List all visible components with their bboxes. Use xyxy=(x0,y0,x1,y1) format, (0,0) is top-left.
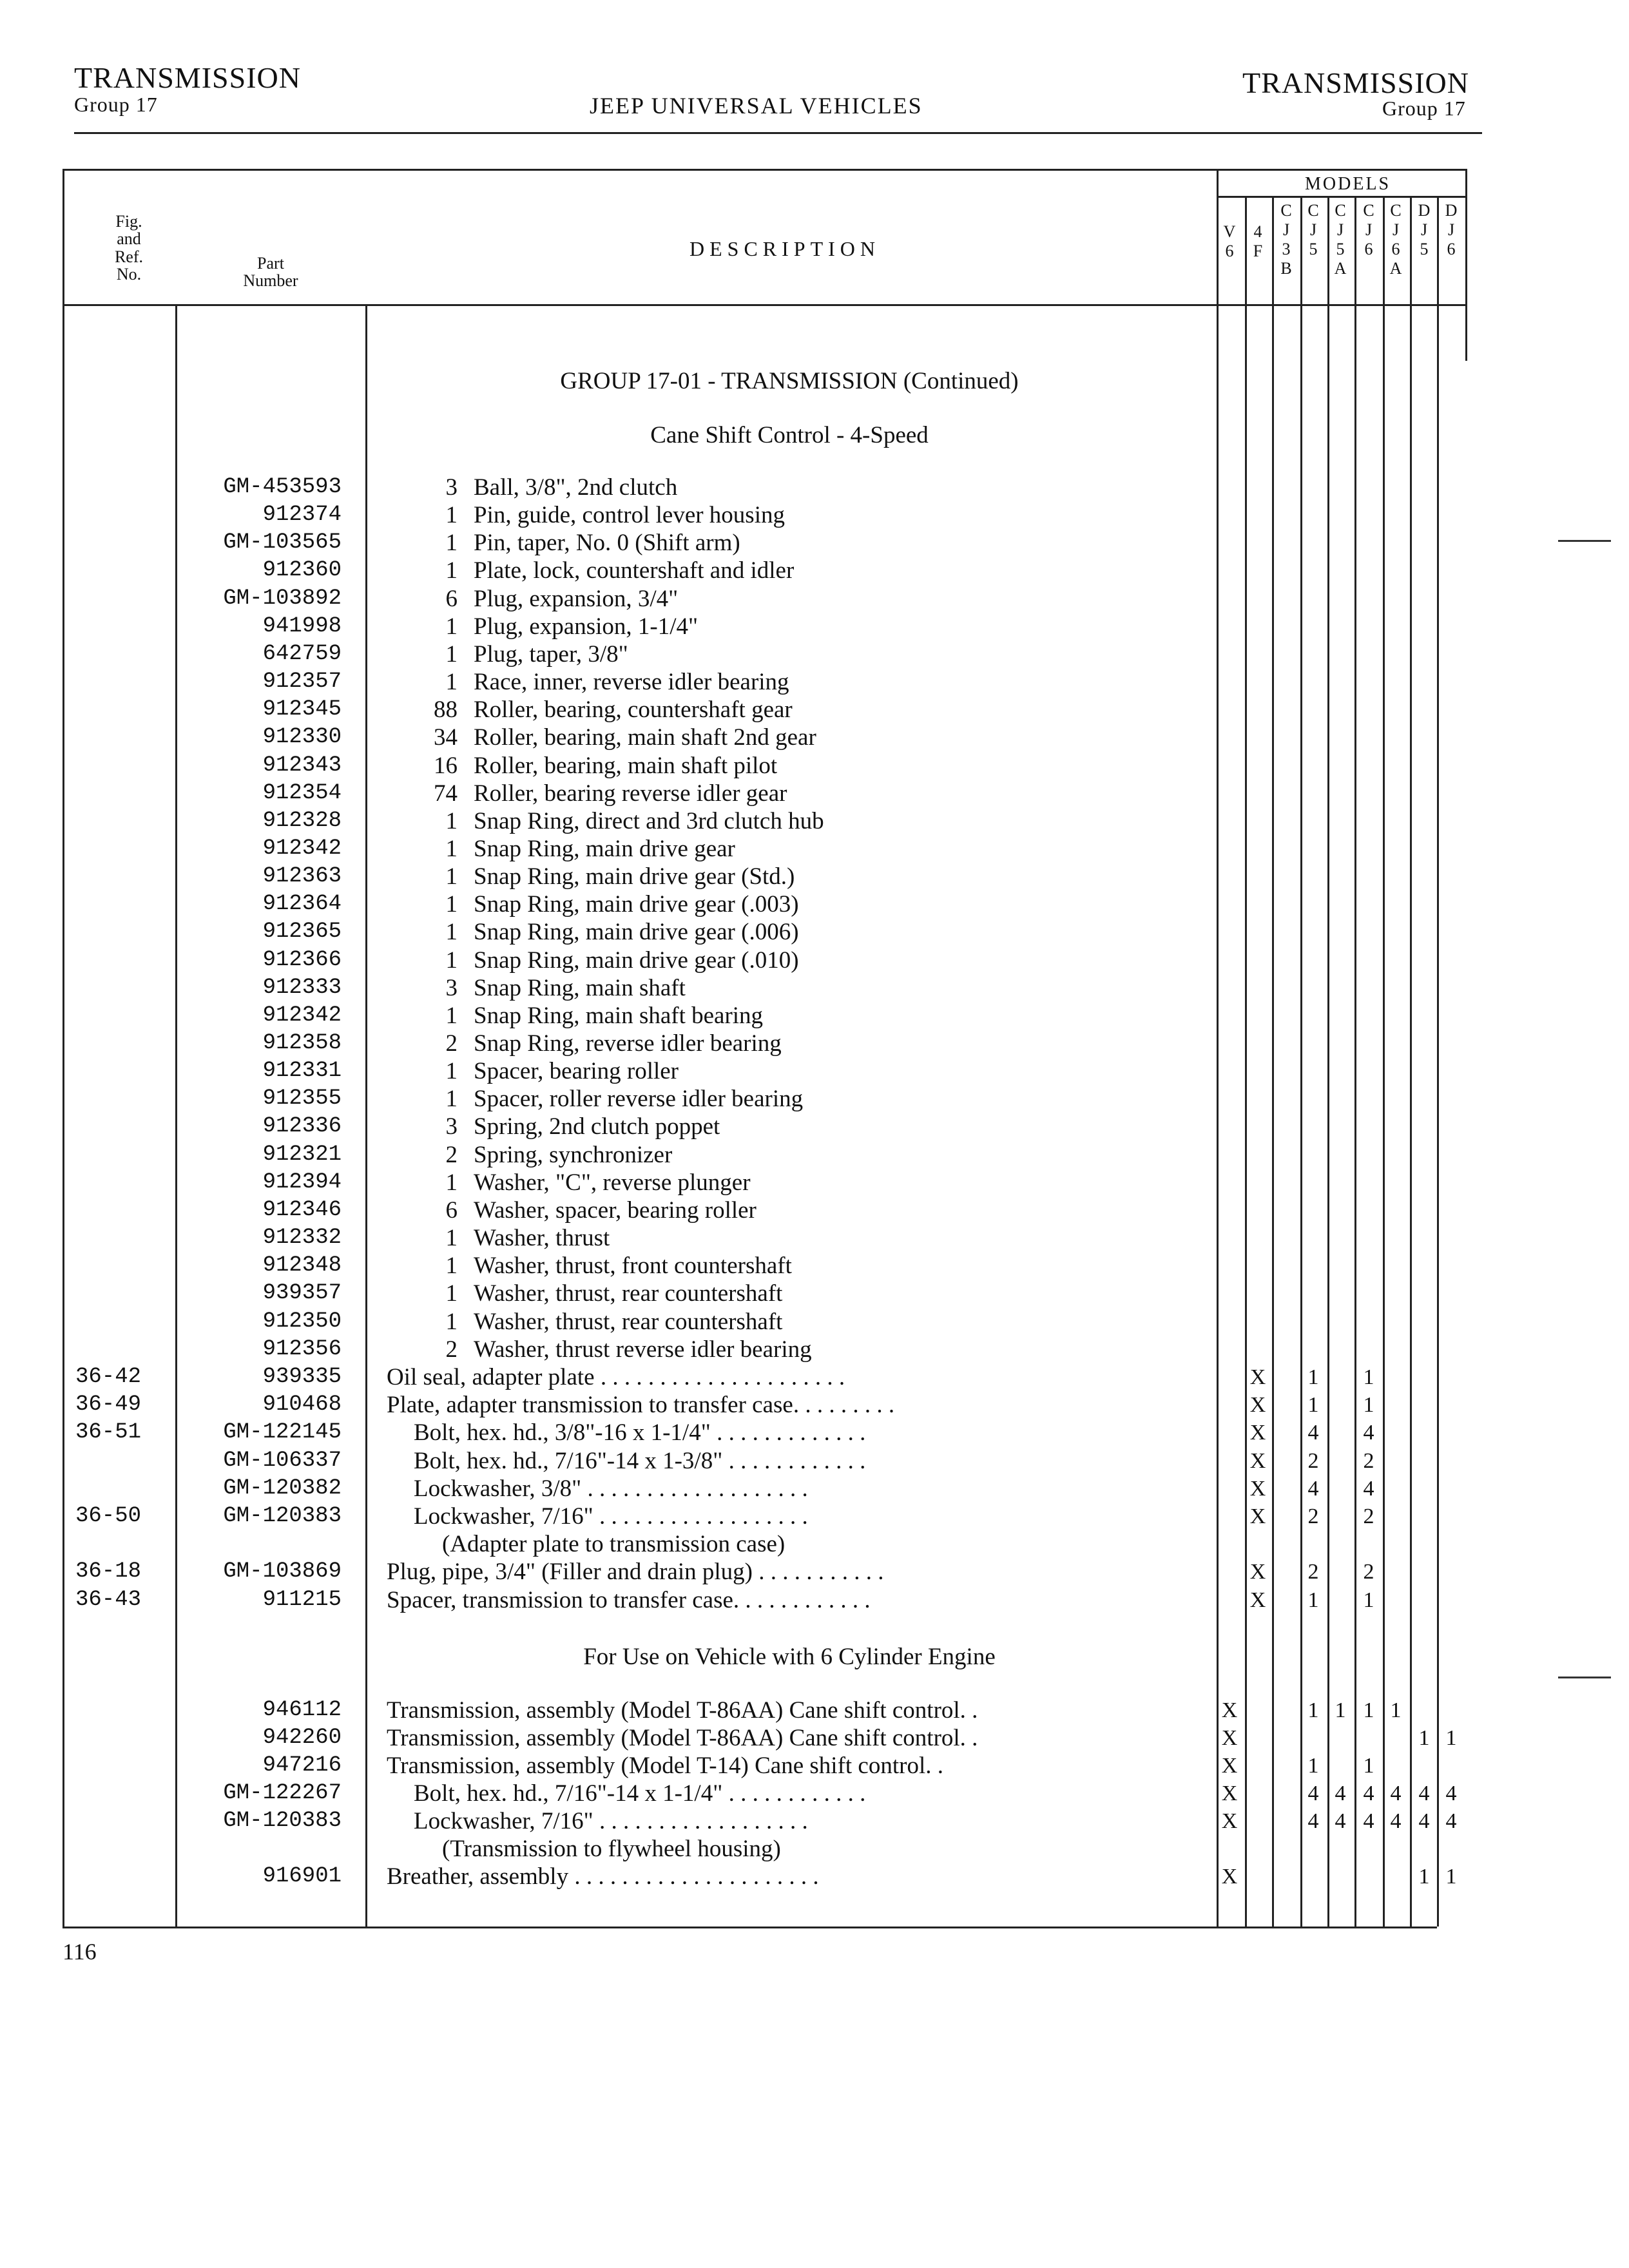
part-number: 942260 xyxy=(262,1725,342,1750)
header-right-title: TRANSMISSION xyxy=(1242,66,1469,99)
model-quantity: 4 xyxy=(1418,1809,1430,1833)
model-code-letter: D xyxy=(1445,201,1458,220)
quantity: 1 xyxy=(445,669,458,696)
table-row xyxy=(0,807,1629,835)
table-row xyxy=(0,1419,1629,1446)
description: (Transmission to flywheel housing) xyxy=(442,1836,781,1862)
page-number: 116 xyxy=(63,1939,97,1965)
model-quantity: X xyxy=(1221,1754,1238,1778)
table-row xyxy=(0,947,1629,974)
description: Lockwasher, 7/16" . . . . . . . . . . . . . . . . . . xyxy=(414,1503,808,1530)
quantity: 1 xyxy=(445,835,458,862)
description: Breather, assembly . . . . . . . . . . . . . . . . . . . . . xyxy=(387,1863,819,1890)
header-bottom-border xyxy=(63,304,1465,306)
quantity: 1 xyxy=(445,1308,458,1335)
table-row xyxy=(0,668,1629,696)
model-code-letter: J xyxy=(1365,220,1373,239)
part-number: 941998 xyxy=(262,613,342,639)
model-code-letter: C xyxy=(1307,201,1319,220)
model-code xyxy=(1273,201,1299,278)
model-quantity: 2 xyxy=(1307,1560,1319,1584)
header-left-group: Group 17 xyxy=(74,93,158,116)
quantity: 1 xyxy=(445,502,458,529)
model-code xyxy=(1245,222,1271,261)
table-row xyxy=(0,1030,1629,1057)
fig-ref: 36-49 xyxy=(75,1392,142,1418)
table-row xyxy=(0,529,1629,557)
description: Roller, bearing, countershaft gear xyxy=(474,697,793,724)
part-number: 912333 xyxy=(262,975,342,1000)
table-row xyxy=(0,918,1629,946)
part-number: 912374 xyxy=(262,503,342,528)
model-code-letter: 4 xyxy=(1253,222,1262,241)
quantity: 1 xyxy=(445,1225,458,1252)
model-quantity: 1 xyxy=(1307,1698,1319,1722)
part-number: 912331 xyxy=(262,1059,342,1084)
description: Roller, bearing reverse idler gear xyxy=(474,780,787,807)
description: Washer, thrust, front countershaft xyxy=(474,1253,792,1280)
description: Washer, "C", reverse plunger xyxy=(474,1169,751,1196)
model-quantity: 4 xyxy=(1363,1476,1374,1501)
description: Snap Ring, reverse idler bearing xyxy=(474,1030,782,1057)
part-number: 912342 xyxy=(262,1003,342,1028)
model-quantity: 1 xyxy=(1363,1754,1374,1778)
part-number: 912342 xyxy=(262,836,342,861)
part-number: GM-103892 xyxy=(223,586,342,611)
quantity: 3 xyxy=(445,1113,458,1140)
model-code-letter: 3 xyxy=(1282,240,1291,258)
table-row xyxy=(0,974,1629,1002)
description: (Adapter plate to transmission case) xyxy=(442,1531,786,1558)
part-number: GM-103869 xyxy=(223,1559,342,1584)
model-quantity: X xyxy=(1221,1865,1238,1888)
description: Lockwasher, 7/16" . . . . . . . . . . . . . . . . . . xyxy=(414,1808,808,1834)
model-code xyxy=(1300,201,1326,259)
model-quantity: 4 xyxy=(1418,1782,1430,1805)
model-code xyxy=(1411,201,1437,259)
part-number: 912332 xyxy=(262,1225,342,1251)
model-code-letter: J xyxy=(1420,220,1428,239)
model-quantity: 1 xyxy=(1307,1754,1319,1778)
table-row xyxy=(0,696,1629,724)
description: Snap Ring, main drive gear xyxy=(474,835,735,862)
model-code-letter: J xyxy=(1392,220,1400,239)
models-heading: MODELS xyxy=(1305,174,1391,194)
model-quantity: 1 xyxy=(1307,1588,1319,1612)
margin-mark xyxy=(1558,1677,1611,1678)
part-number: 912363 xyxy=(262,864,342,889)
part-number: 912394 xyxy=(262,1169,342,1195)
part-number: 912355 xyxy=(262,1086,342,1111)
part-number: 912336 xyxy=(262,1114,342,1139)
part-number: 912346 xyxy=(262,1197,342,1222)
model-code-letter: B xyxy=(1280,259,1292,278)
header-left-title: TRANSMISSION xyxy=(74,61,301,94)
model-quantity: 1 xyxy=(1445,1726,1457,1750)
table-row xyxy=(0,1503,1629,1530)
model-code-letter: 5 xyxy=(1309,240,1318,258)
description: Plug, expansion, 3/4" xyxy=(474,585,679,612)
description: Roller, bearing, main shaft pilot xyxy=(474,752,778,779)
model-code-letter: A xyxy=(1334,259,1347,278)
model-code-letter: 6 xyxy=(1364,240,1373,258)
model-quantity: 4 xyxy=(1363,1782,1374,1805)
quantity: 2 xyxy=(445,1336,458,1363)
model-code-letter: 6 xyxy=(1225,242,1234,260)
fig-ref: 36-51 xyxy=(75,1420,142,1445)
part-number: GM-122267 xyxy=(223,1781,342,1805)
description: Plug, taper, 3/8" xyxy=(474,640,628,668)
model-quantity: X xyxy=(1249,1365,1266,1389)
table-row xyxy=(0,557,1629,584)
description: Snap Ring, main drive gear (.010) xyxy=(474,947,799,974)
model-quantity: 4 xyxy=(1335,1782,1346,1805)
description: Pin, taper, No. 0 (Shift arm) xyxy=(474,530,740,557)
model-quantity: 1 xyxy=(1363,1365,1374,1389)
quantity: 74 xyxy=(434,780,458,807)
part-number: 912343 xyxy=(262,753,342,778)
model-quantity: X xyxy=(1249,1476,1266,1501)
table-row xyxy=(0,890,1629,918)
header-right-group: Group 17 xyxy=(1382,97,1466,120)
models-label-rule xyxy=(1217,196,1465,198)
model-quantity: 1 xyxy=(1390,1698,1402,1722)
model-quantity: 4 xyxy=(1363,1809,1374,1833)
model-quantity: 1 xyxy=(1307,1365,1319,1389)
model-code-letter: C xyxy=(1390,201,1402,220)
description: Snap Ring, main shaft xyxy=(474,974,686,1001)
model-quantity: 1 xyxy=(1335,1698,1346,1722)
table-row xyxy=(0,1391,1629,1419)
quantity: 1 xyxy=(445,640,458,668)
model-quantity: 4 xyxy=(1390,1782,1402,1805)
table-row xyxy=(0,863,1629,890)
table-row xyxy=(0,1780,1629,1807)
quantity: 88 xyxy=(434,697,458,724)
description: Plug, pipe, 3/4" (Filler and drain plug) . . . . . . . . . . . xyxy=(387,1559,884,1586)
table-row xyxy=(0,1336,1629,1363)
description: Washer, thrust xyxy=(474,1225,610,1252)
model-quantity: X xyxy=(1221,1726,1238,1750)
part-number: 939335 xyxy=(262,1365,342,1389)
part-number: 910468 xyxy=(262,1392,342,1418)
quantity: 1 xyxy=(445,1169,458,1196)
quantity: 1 xyxy=(445,1280,458,1307)
model-code xyxy=(1438,201,1464,259)
model-quantity: 4 xyxy=(1307,1421,1319,1445)
model-quantity: 4 xyxy=(1335,1809,1346,1833)
quantity: 1 xyxy=(445,919,458,946)
model-quantity: X xyxy=(1221,1782,1238,1805)
table-row xyxy=(0,752,1629,780)
description: Washer, thrust, rear countershaft xyxy=(474,1280,783,1307)
description: Washer, thrust reverse idler bearing xyxy=(474,1336,812,1363)
description: Spacer, roller reverse idler bearing xyxy=(474,1086,804,1113)
model-quantity: 1 xyxy=(1418,1865,1430,1888)
model-quantity: X xyxy=(1249,1448,1266,1473)
quantity: 1 xyxy=(445,1058,458,1085)
quantity: 1 xyxy=(445,1253,458,1280)
part-number: 911215 xyxy=(262,1587,342,1612)
table-row xyxy=(0,1308,1629,1336)
table-row xyxy=(0,724,1629,751)
model-code-letter: F xyxy=(1253,242,1263,260)
part-number: GM-106337 xyxy=(223,1448,342,1473)
model-quantity: 2 xyxy=(1363,1560,1374,1584)
description: Ball, 3/8", 2nd clutch xyxy=(474,474,678,501)
part-number: 912358 xyxy=(262,1031,342,1055)
model-quantity: 2 xyxy=(1307,1448,1319,1473)
part-number: 916901 xyxy=(262,1864,342,1888)
model-code-letter: 5 xyxy=(1336,240,1345,258)
group-title: GROUP 17-01 - TRANSMISSION (Continued) xyxy=(560,368,1019,394)
part-number: 642759 xyxy=(262,641,342,666)
quantity: 1 xyxy=(445,1002,458,1029)
part-number: 946112 xyxy=(262,1698,342,1722)
model-quantity: 1 xyxy=(1363,1588,1374,1612)
model-code-letter: 6 xyxy=(1391,240,1400,258)
description: Spring, 2nd clutch poppet xyxy=(474,1113,720,1140)
table-row xyxy=(0,1280,1629,1307)
model-quantity: 2 xyxy=(1363,1504,1374,1528)
model-code xyxy=(1383,201,1409,278)
description: Race, inner, reverse idler bearing xyxy=(474,669,789,696)
header-center-title: JEEP UNIVERSAL VEHICLES xyxy=(590,93,923,119)
description: Spring, synchronizer xyxy=(474,1141,673,1168)
model-code-letter: C xyxy=(1280,201,1292,220)
quantity: 1 xyxy=(445,947,458,974)
model-quantity: X xyxy=(1249,1560,1266,1584)
part-number: 912356 xyxy=(262,1336,342,1361)
quantity: 1 xyxy=(445,530,458,557)
model-quantity: X xyxy=(1249,1393,1266,1418)
header-rule xyxy=(74,132,1482,134)
model-quantity: 1 xyxy=(1363,1393,1374,1418)
quantity: 6 xyxy=(445,585,458,612)
description: Plug, expansion, 1-1/4" xyxy=(474,613,699,640)
model-quantity: 1 xyxy=(1363,1698,1374,1722)
table-row xyxy=(0,613,1629,640)
description: Transmission, assembly (Model T-86AA) Cane shift control. . xyxy=(387,1697,978,1724)
model-quantity: X xyxy=(1249,1504,1266,1528)
model-quantity: 4 xyxy=(1445,1809,1457,1833)
model-quantity: 4 xyxy=(1307,1809,1319,1833)
quantity: 2 xyxy=(445,1141,458,1168)
description: Transmission, assembly (Model T-86AA) Cane shift control. . xyxy=(387,1725,978,1751)
description: Pin, guide, control lever housing xyxy=(474,502,785,529)
model-code-letter: J xyxy=(1336,220,1344,239)
model-code-letter: V xyxy=(1223,222,1236,241)
description: Snap Ring, main drive gear (Std.) xyxy=(474,863,795,890)
quantity: 1 xyxy=(445,807,458,834)
table-row xyxy=(0,1807,1629,1835)
table-top-border xyxy=(63,169,1465,171)
table-row xyxy=(0,1002,1629,1030)
part-number: 947216 xyxy=(262,1753,342,1778)
model-code xyxy=(1327,201,1353,278)
table-row xyxy=(0,1724,1629,1752)
table-bottom-border xyxy=(63,1927,1437,1928)
description: Snap Ring, main drive gear (.006) xyxy=(474,919,799,946)
part-number: GM-122145 xyxy=(223,1420,342,1445)
description: Bolt, hex. hd., 3/8"-16 x 1-1/4" . . . . . . . . . . . . . xyxy=(414,1419,866,1446)
part-number: 912330 xyxy=(262,725,342,750)
model-quantity: 1 xyxy=(1418,1726,1430,1750)
fig-ref-heading: Fig. and Ref. No. xyxy=(114,212,144,284)
description: Lockwasher, 3/8" . . . . . . . . . . . . . . . . . . . xyxy=(414,1475,808,1502)
model-code-letter: A xyxy=(1389,259,1402,278)
description: Washer, spacer, bearing roller xyxy=(474,1196,757,1224)
description: Washer, thrust, rear countershaft xyxy=(474,1308,783,1335)
cane-shift-title: Cane Shift Control - 4-Speed xyxy=(650,422,929,448)
model-quantity: 2 xyxy=(1307,1504,1319,1528)
table-row xyxy=(0,474,1629,501)
model-quantity: 4 xyxy=(1390,1809,1402,1833)
quantity: 2 xyxy=(445,1030,458,1057)
model-code-letter: D xyxy=(1418,201,1431,220)
description: Plate, adapter transmission to transfer case. . . . . . . . . xyxy=(387,1392,895,1419)
quantity: 16 xyxy=(434,752,458,779)
model-quantity: 4 xyxy=(1445,1782,1457,1805)
table-row xyxy=(0,1113,1629,1140)
model-code-letter: J xyxy=(1447,220,1455,239)
model-quantity: 1 xyxy=(1445,1865,1457,1888)
table-row xyxy=(0,1752,1629,1780)
description-heading: DESCRIPTION xyxy=(689,237,881,260)
table-row xyxy=(0,1447,1629,1475)
part-number: GM-120383 xyxy=(223,1504,342,1528)
quantity: 1 xyxy=(445,891,458,918)
model-quantity: 4 xyxy=(1307,1782,1319,1805)
fig-ref: 36-50 xyxy=(75,1504,142,1528)
part-number: 912360 xyxy=(262,558,342,583)
table-row xyxy=(0,1863,1629,1890)
part-number: 912354 xyxy=(262,780,342,805)
table-row xyxy=(0,585,1629,613)
table-row xyxy=(0,1224,1629,1252)
table-row xyxy=(0,1835,1629,1863)
table-row xyxy=(0,1169,1629,1196)
table-row xyxy=(0,640,1629,668)
part-number: 912321 xyxy=(262,1142,342,1167)
model-quantity: 4 xyxy=(1307,1476,1319,1501)
table-row xyxy=(0,1196,1629,1224)
quantity: 6 xyxy=(445,1196,458,1224)
model-code xyxy=(1356,201,1382,259)
model-code-letter: J xyxy=(1282,220,1290,239)
part-number: 912357 xyxy=(262,669,342,695)
fig-ref: 36-18 xyxy=(75,1559,142,1584)
part-number: 912345 xyxy=(262,697,342,722)
table-row xyxy=(0,1558,1629,1586)
model-code-letter: C xyxy=(1363,201,1374,220)
part-number: 912366 xyxy=(262,947,342,972)
six-cylinder-title: For Use on Vehicle with 6 Cylinder Engine xyxy=(583,1644,996,1670)
table-row xyxy=(0,1530,1629,1558)
description: Plate, lock, countershaft and idler xyxy=(474,557,795,584)
fig-ref: 36-42 xyxy=(75,1365,142,1389)
table-row xyxy=(0,501,1629,529)
description: Snap Ring, direct and 3rd clutch hub xyxy=(474,807,824,834)
part-number: 939357 xyxy=(262,1281,342,1306)
model-quantity: X xyxy=(1249,1588,1266,1612)
description: Snap Ring, main drive gear (.003) xyxy=(474,891,799,918)
quantity: 1 xyxy=(445,613,458,640)
part-number: GM-103565 xyxy=(223,530,342,555)
description: Bolt, hex. hd., 7/16"-14 x 1-3/8" . . . . . . . . . . . . xyxy=(414,1447,866,1474)
description: Oil seal, adapter plate . . . . . . . . . . . . . . . . . . . . . xyxy=(387,1364,845,1390)
model-code xyxy=(1217,222,1242,261)
model-code-letter: C xyxy=(1335,201,1346,220)
model-quantity: X xyxy=(1221,1698,1238,1722)
model-code-letter: 6 xyxy=(1447,240,1456,258)
table-row xyxy=(0,1363,1629,1391)
table-row xyxy=(0,1252,1629,1280)
table-row xyxy=(0,780,1629,807)
part-number: GM-120383 xyxy=(223,1809,342,1833)
part-number: 912364 xyxy=(262,892,342,917)
model-quantity: X xyxy=(1249,1421,1266,1445)
part-number: GM-120382 xyxy=(223,1475,342,1501)
description: Snap Ring, main shaft bearing xyxy=(474,1002,764,1029)
table-row xyxy=(0,1057,1629,1085)
model-quantity: X xyxy=(1221,1809,1238,1833)
description: Transmission, assembly (Model T-14) Cane shift control. . xyxy=(387,1753,943,1779)
description: Spacer, bearing roller xyxy=(474,1058,679,1085)
table-row xyxy=(0,1696,1629,1724)
part-number: 912365 xyxy=(262,919,342,945)
quantity: 1 xyxy=(445,557,458,584)
model-code-letter: J xyxy=(1309,220,1317,239)
model-quantity: 2 xyxy=(1363,1448,1374,1473)
description: Roller, bearing, main shaft 2nd gear xyxy=(474,724,816,751)
description: Bolt, hex. hd., 7/16"-14 x 1-1/4" . . . . . . . . . . . . xyxy=(414,1780,866,1807)
part-number: GM-453593 xyxy=(223,475,342,499)
description: Spacer, transmission to transfer case. . . . . . . . . . . . xyxy=(387,1586,871,1613)
table-row xyxy=(0,1141,1629,1169)
quantity: 1 xyxy=(445,1086,458,1113)
model-code-letter: 5 xyxy=(1420,240,1429,258)
quantity: 34 xyxy=(434,724,458,751)
part-number: 912328 xyxy=(262,808,342,833)
model-quantity: 1 xyxy=(1307,1393,1319,1418)
quantity: 3 xyxy=(445,474,458,501)
table-row xyxy=(0,1085,1629,1113)
table-row xyxy=(0,835,1629,863)
part-number: 912350 xyxy=(262,1309,342,1334)
model-quantity: 4 xyxy=(1363,1421,1374,1445)
margin-mark xyxy=(1558,540,1611,542)
quantity: 3 xyxy=(445,974,458,1001)
model-column-divider xyxy=(1465,196,1467,304)
quantity: 1 xyxy=(445,863,458,890)
table-row xyxy=(0,1475,1629,1503)
part-number-heading: Part Number xyxy=(243,254,298,291)
fig-ref: 36-43 xyxy=(75,1587,142,1612)
part-number: 912348 xyxy=(262,1253,342,1278)
table-row xyxy=(0,1586,1629,1614)
